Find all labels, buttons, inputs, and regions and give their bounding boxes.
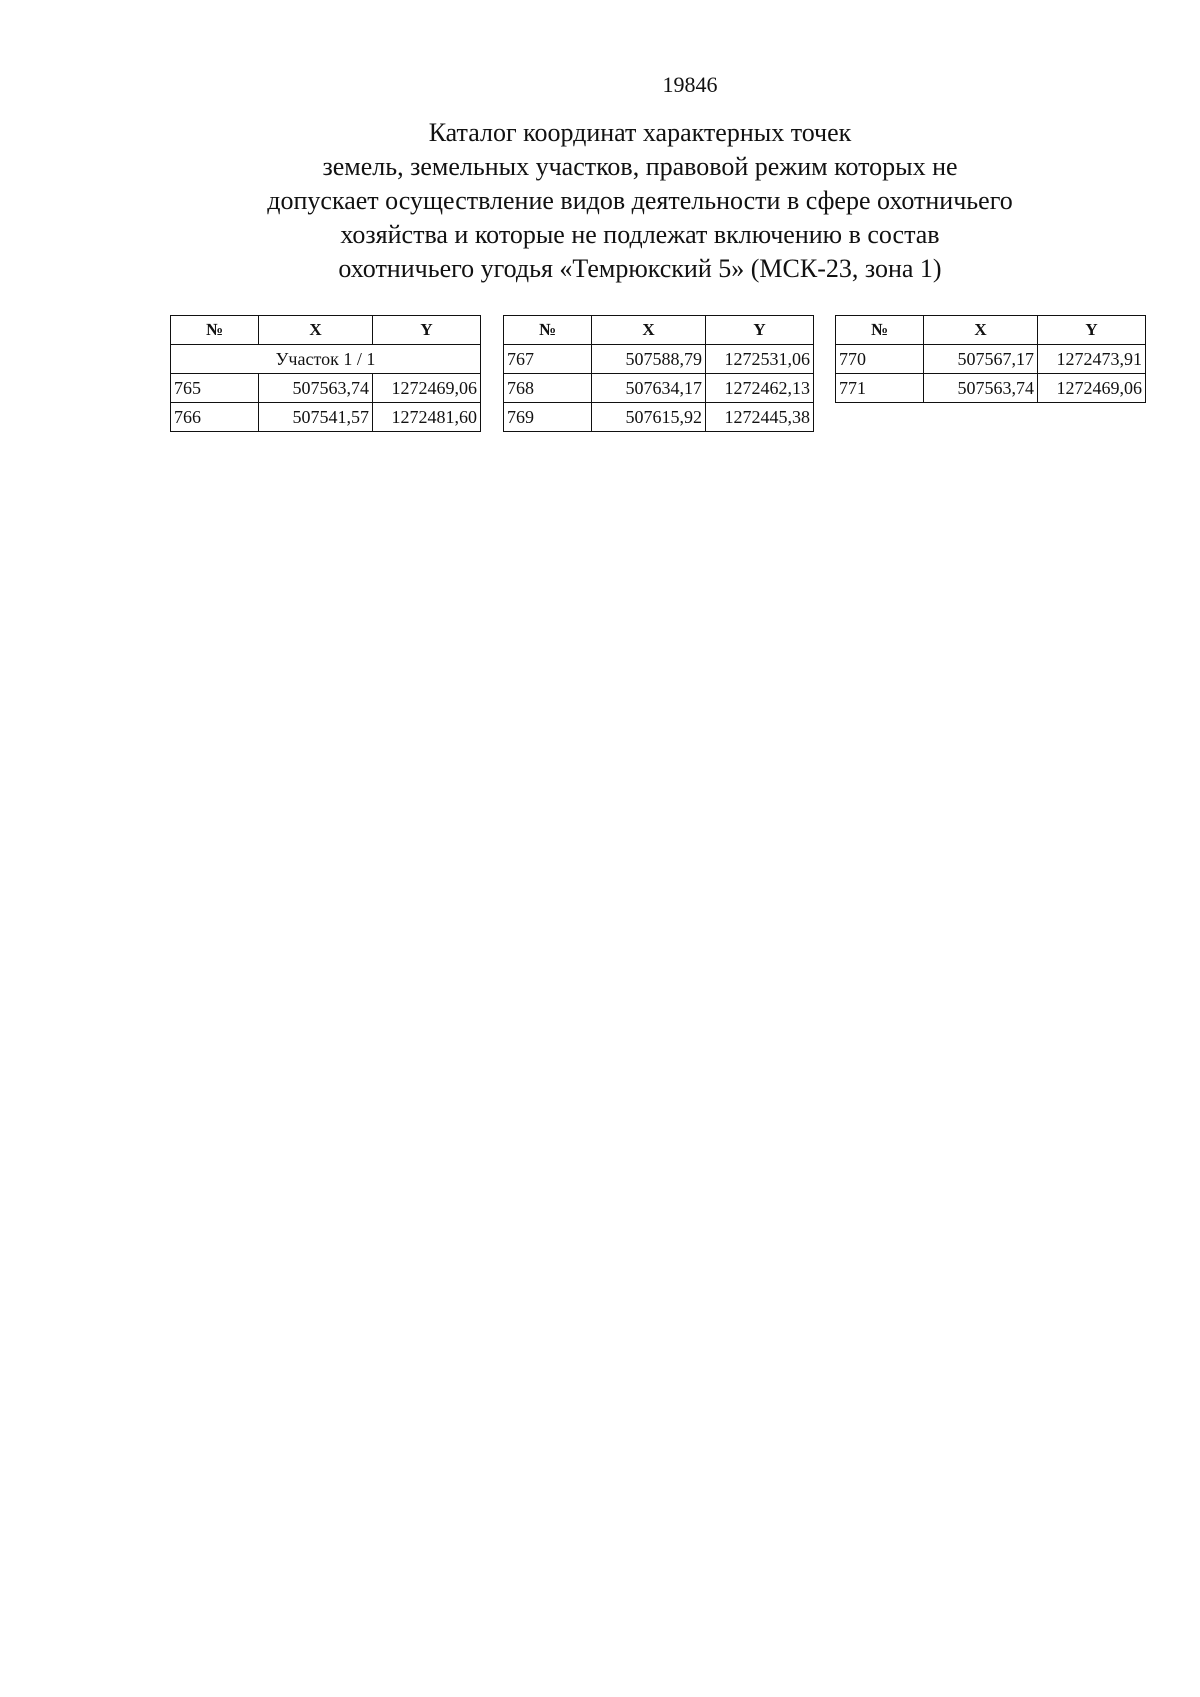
coord-x: 507563,74: [924, 374, 1038, 403]
table-row: [504, 403, 814, 432]
coord-y: 1272531,06: [706, 345, 814, 374]
table-row: [504, 345, 814, 374]
coord-y: 1272481,60: [373, 403, 481, 432]
table-row: [171, 374, 481, 403]
column-header-y: Y: [373, 316, 481, 345]
column-header-y: Y: [706, 316, 814, 345]
table-row: [836, 345, 1146, 374]
coord-y: 1272469,06: [1038, 374, 1146, 403]
point-number: 769: [504, 403, 592, 432]
coord-x: 507615,92: [592, 403, 706, 432]
coordinates-table-3: [835, 315, 1146, 403]
title-line: хозяйства и которые не подлежат включению в состав: [340, 220, 940, 249]
table-header-row: [504, 316, 814, 345]
coord-x: 507567,17: [924, 345, 1038, 374]
column-header-number: №: [504, 316, 592, 345]
point-number: 766: [171, 403, 259, 432]
title-line: допускает осуществление видов деятельности в сфере охотничьего: [267, 186, 1013, 215]
coord-x: 507588,79: [592, 345, 706, 374]
document-title: [100, 116, 1180, 286]
point-number: 765: [171, 374, 259, 403]
coord-x: 507541,57: [259, 403, 373, 432]
column-header-number: №: [171, 316, 259, 345]
column-header-y: Y: [1038, 316, 1146, 345]
coord-x: 507634,17: [592, 374, 706, 403]
point-number: 768: [504, 374, 592, 403]
section-label: Участок 1 / 1: [171, 345, 481, 374]
point-number: 767: [504, 345, 592, 374]
coord-y: 1272473,91: [1038, 345, 1146, 374]
point-number: 771: [836, 374, 924, 403]
column-header-x: X: [924, 316, 1038, 345]
title-line: Каталог координат характерных точек: [428, 118, 852, 147]
coordinates-table-1: [170, 315, 481, 432]
page-number: 19846: [662, 72, 718, 97]
coordinates-table-2: [503, 315, 814, 432]
point-number: 770: [836, 345, 924, 374]
section-row: [171, 345, 481, 374]
table-row: [171, 403, 481, 432]
title-line: охотничьего угодья «Темрюкский 5» (МСК-23, зона 1): [338, 254, 942, 283]
table-row: [504, 374, 814, 403]
column-header-number: №: [836, 316, 924, 345]
column-header-x: X: [259, 316, 373, 345]
table-header-row: [836, 316, 1146, 345]
table-row: [836, 374, 1146, 403]
coord-y: 1272445,38: [706, 403, 814, 432]
column-header-x: X: [592, 316, 706, 345]
title-line: земель, земельных участков, правовой режим которых не: [322, 152, 958, 181]
table-header-row: [171, 316, 481, 345]
coord-y: 1272469,06: [373, 374, 481, 403]
coord-y: 1272462,13: [706, 374, 814, 403]
coord-x: 507563,74: [259, 374, 373, 403]
